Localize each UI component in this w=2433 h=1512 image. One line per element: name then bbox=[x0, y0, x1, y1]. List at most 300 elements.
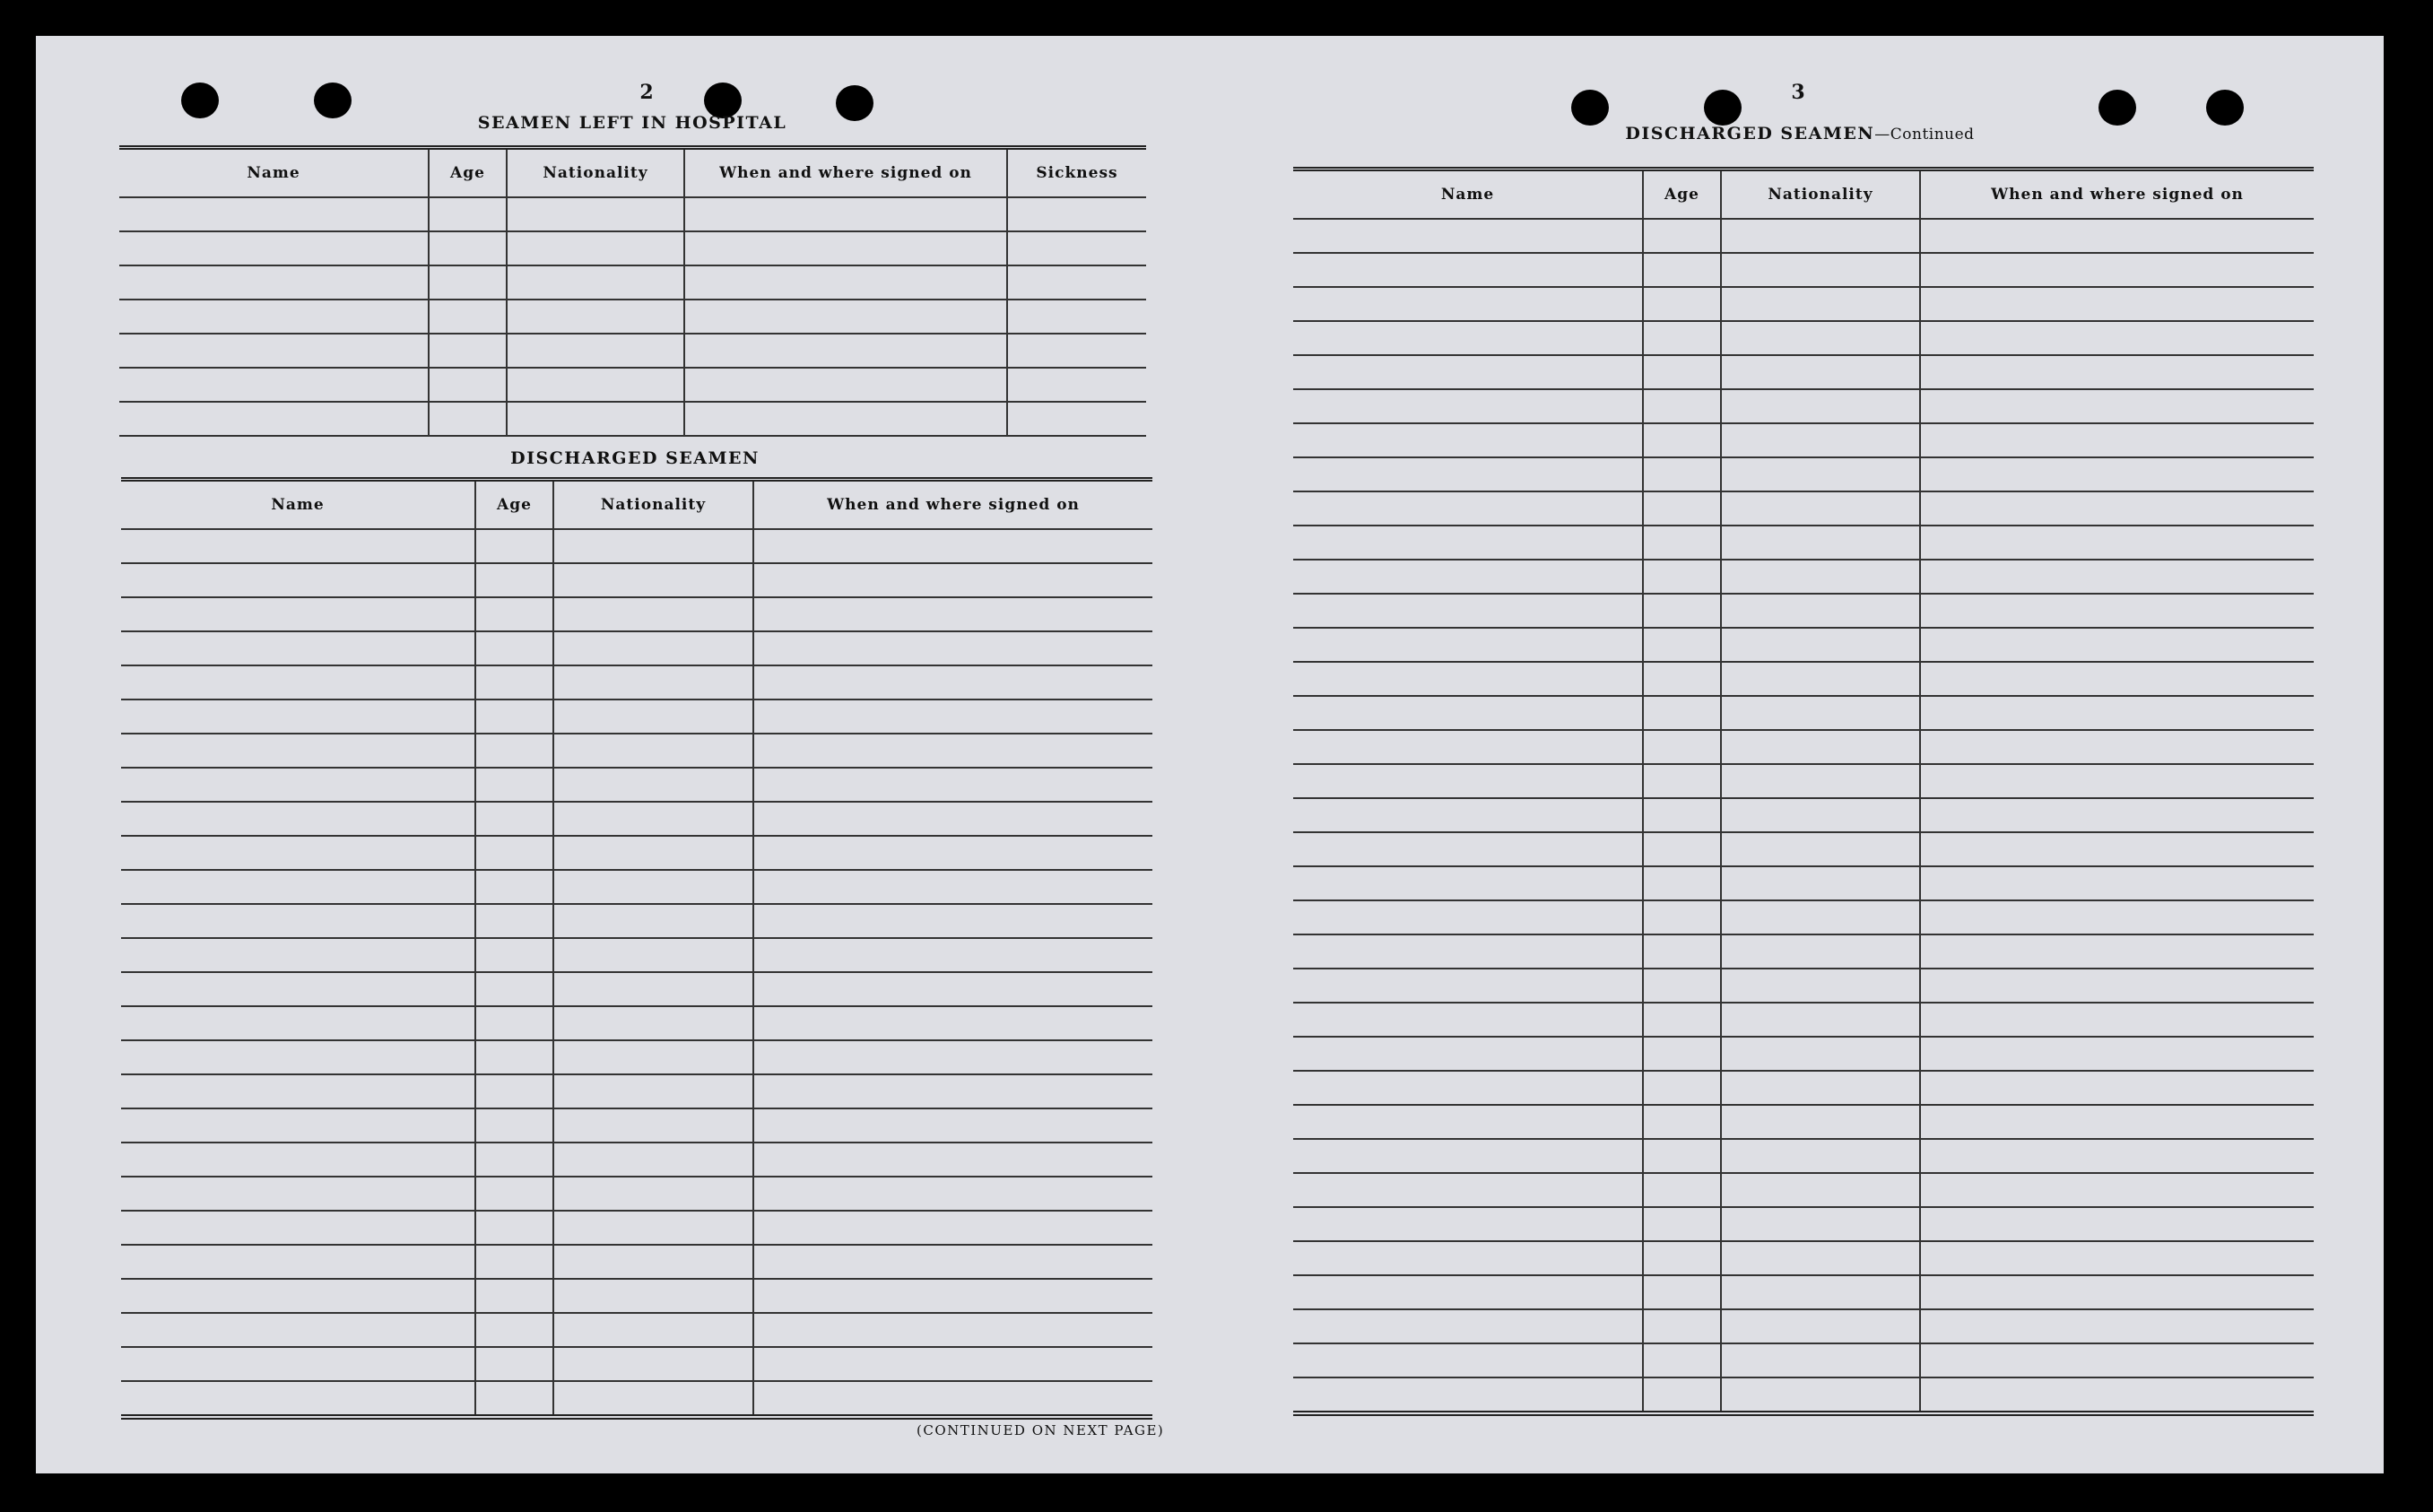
continued-cell[interactable] bbox=[1920, 969, 2314, 1003]
discharged-cell[interactable] bbox=[753, 836, 1152, 870]
continued-cell[interactable] bbox=[1920, 662, 2314, 696]
discharged-cell[interactable] bbox=[475, 631, 553, 665]
continued-row bbox=[1293, 1309, 2314, 1343]
continued-cell[interactable] bbox=[1721, 219, 1920, 253]
continued-cell[interactable] bbox=[1721, 1105, 1920, 1139]
continued-cell[interactable] bbox=[1293, 832, 1643, 866]
discharged-cell[interactable] bbox=[553, 1313, 753, 1347]
continued-cell[interactable] bbox=[1920, 560, 2314, 594]
hospital-cell[interactable] bbox=[507, 300, 684, 334]
discharged-cell[interactable] bbox=[121, 631, 475, 665]
discharged-cell[interactable] bbox=[553, 631, 753, 665]
discharged-cell[interactable] bbox=[475, 870, 553, 904]
discharged-cell[interactable] bbox=[753, 1347, 1152, 1381]
continued-cell[interactable] bbox=[1643, 1241, 1721, 1275]
continued-cell[interactable] bbox=[1920, 491, 2314, 526]
continued-cell[interactable] bbox=[1920, 287, 2314, 321]
continued-cell[interactable] bbox=[1920, 457, 2314, 491]
discharged-cell[interactable] bbox=[475, 802, 553, 836]
discharged-cell[interactable] bbox=[475, 1006, 553, 1040]
discharged-row bbox=[121, 563, 1152, 597]
discharged-cell[interactable] bbox=[475, 1279, 553, 1313]
continued-cell[interactable] bbox=[1920, 832, 2314, 866]
discharged-cell[interactable] bbox=[121, 972, 475, 1006]
continued-cell[interactable] bbox=[1721, 1207, 1920, 1241]
continued-cell[interactable] bbox=[1920, 628, 2314, 662]
hospital-cell[interactable] bbox=[684, 265, 1007, 300]
continued-cell[interactable] bbox=[1643, 355, 1721, 389]
continued-cell[interactable] bbox=[1721, 798, 1920, 832]
continued-cell[interactable] bbox=[1293, 423, 1643, 457]
continued-cell[interactable] bbox=[1643, 1207, 1721, 1241]
continued-cell[interactable] bbox=[1920, 594, 2314, 628]
continued-cell[interactable] bbox=[1643, 1275, 1721, 1309]
discharged-cell[interactable] bbox=[753, 1143, 1152, 1177]
discharged-cell[interactable] bbox=[475, 700, 553, 734]
continued-cell[interactable] bbox=[1721, 662, 1920, 696]
continued-cell[interactable] bbox=[1643, 628, 1721, 662]
continued-cell[interactable] bbox=[1293, 1343, 1643, 1377]
discharged-cell[interactable] bbox=[553, 972, 753, 1006]
continued-cell[interactable] bbox=[1643, 934, 1721, 969]
continued-cell[interactable] bbox=[1920, 1003, 2314, 1037]
continued-cell[interactable] bbox=[1293, 1275, 1643, 1309]
discharged-cell[interactable] bbox=[121, 836, 475, 870]
continued-cell[interactable] bbox=[1293, 457, 1643, 491]
discharged-cell[interactable] bbox=[475, 768, 553, 802]
continued-cell[interactable] bbox=[1643, 287, 1721, 321]
hospital-cell[interactable] bbox=[1007, 368, 1146, 402]
hospital-cell[interactable] bbox=[684, 197, 1007, 231]
continued-cell[interactable] bbox=[1920, 1139, 2314, 1173]
discharged-cell[interactable] bbox=[121, 1006, 475, 1040]
continued-cell[interactable] bbox=[1920, 526, 2314, 560]
continued-cell[interactable] bbox=[1643, 730, 1721, 764]
discharged-cell[interactable] bbox=[121, 768, 475, 802]
continued-cell[interactable] bbox=[1293, 287, 1643, 321]
continued-cell[interactable] bbox=[1643, 1173, 1721, 1207]
continued-cell[interactable] bbox=[1920, 730, 2314, 764]
continued-cell[interactable] bbox=[1293, 1207, 1643, 1241]
continued-cell[interactable] bbox=[1721, 866, 1920, 900]
continued-cell[interactable] bbox=[1721, 900, 1920, 934]
hospital-cell[interactable] bbox=[1007, 402, 1146, 436]
continued-cell[interactable] bbox=[1643, 560, 1721, 594]
continued-cell[interactable] bbox=[1643, 798, 1721, 832]
continued-cell[interactable] bbox=[1721, 934, 1920, 969]
discharged-cell[interactable] bbox=[475, 1074, 553, 1108]
continued-cell[interactable] bbox=[1920, 764, 2314, 798]
continued-cell[interactable] bbox=[1293, 594, 1643, 628]
continued-cell[interactable] bbox=[1721, 594, 1920, 628]
discharged-cell[interactable] bbox=[475, 1143, 553, 1177]
continued-cell[interactable] bbox=[1643, 1105, 1721, 1139]
continued-cell[interactable] bbox=[1643, 526, 1721, 560]
continued-cell[interactable] bbox=[1293, 253, 1643, 287]
discharged-cell[interactable] bbox=[753, 1245, 1152, 1279]
discharged-cell[interactable] bbox=[553, 529, 753, 563]
discharged-cell[interactable] bbox=[121, 529, 475, 563]
hospital-cell[interactable] bbox=[684, 231, 1007, 265]
discharged-cell[interactable] bbox=[553, 836, 753, 870]
discharged-cell[interactable] bbox=[753, 1040, 1152, 1074]
continued-cell[interactable] bbox=[1721, 1343, 1920, 1377]
continued-cell[interactable] bbox=[1721, 560, 1920, 594]
discharged-cell[interactable] bbox=[475, 1108, 553, 1143]
discharged-cell[interactable] bbox=[553, 938, 753, 972]
discharged-cell[interactable] bbox=[753, 1211, 1152, 1245]
continued-cell[interactable] bbox=[1721, 253, 1920, 287]
discharged-cell[interactable] bbox=[753, 631, 1152, 665]
hospital-cell[interactable] bbox=[429, 231, 507, 265]
continued-cell[interactable] bbox=[1293, 730, 1643, 764]
continued-cell[interactable] bbox=[1920, 389, 2314, 423]
discharged-cell[interactable] bbox=[121, 1211, 475, 1245]
continued-cell[interactable] bbox=[1293, 764, 1643, 798]
discharged-cell[interactable] bbox=[121, 1381, 475, 1417]
discharged-cell[interactable] bbox=[121, 665, 475, 700]
discharged-cell[interactable] bbox=[121, 1108, 475, 1143]
discharged-cell[interactable] bbox=[121, 802, 475, 836]
discharged-cell[interactable] bbox=[753, 938, 1152, 972]
continued-suffix: —Continued bbox=[1874, 126, 1975, 143]
punch-hole-icon bbox=[2206, 90, 2244, 126]
discharged-cell[interactable] bbox=[553, 734, 753, 768]
continued-row bbox=[1293, 1275, 2314, 1309]
discharged-cell[interactable] bbox=[121, 1313, 475, 1347]
discharged-cell[interactable] bbox=[553, 1074, 753, 1108]
continued-row bbox=[1293, 526, 2314, 560]
continued-cell[interactable] bbox=[1293, 628, 1643, 662]
discharged-cell[interactable] bbox=[553, 1347, 753, 1381]
continued-cell[interactable] bbox=[1643, 491, 1721, 526]
discharged-cell[interactable] bbox=[753, 597, 1152, 631]
hospital-cell[interactable] bbox=[429, 197, 507, 231]
continued-cell[interactable] bbox=[1293, 1003, 1643, 1037]
continued-cell[interactable] bbox=[1643, 457, 1721, 491]
continued-cell[interactable] bbox=[1293, 560, 1643, 594]
continued-cell[interactable] bbox=[1721, 628, 1920, 662]
continued-cell[interactable] bbox=[1920, 1275, 2314, 1309]
discharged-cell[interactable] bbox=[475, 1347, 553, 1381]
discharged-cell[interactable] bbox=[753, 904, 1152, 938]
continued-cell[interactable] bbox=[1721, 457, 1920, 491]
continued-cell[interactable] bbox=[1721, 491, 1920, 526]
discharged-cell[interactable] bbox=[121, 1245, 475, 1279]
discharged-cell[interactable] bbox=[753, 972, 1152, 1006]
hospital-cell[interactable] bbox=[429, 368, 507, 402]
discharged-cell[interactable] bbox=[553, 1143, 753, 1177]
discharged-cell[interactable] bbox=[553, 1006, 753, 1040]
continued-cell[interactable] bbox=[1920, 1037, 2314, 1071]
discharged-cell[interactable] bbox=[553, 1108, 753, 1143]
discharged-cell[interactable] bbox=[553, 904, 753, 938]
discharged-cell[interactable] bbox=[121, 1074, 475, 1108]
discharged-cell[interactable] bbox=[475, 563, 553, 597]
hospital-cell[interactable] bbox=[507, 402, 684, 436]
discharged-cell[interactable] bbox=[121, 734, 475, 768]
discharged-cell[interactable] bbox=[121, 1347, 475, 1381]
discharged-cell[interactable] bbox=[475, 972, 553, 1006]
continued-cell[interactable] bbox=[1293, 1241, 1643, 1275]
discharged-cell[interactable] bbox=[753, 1381, 1152, 1417]
discharged-section-title: DISCHARGED SEAMEN bbox=[510, 448, 760, 468]
discharged-cell[interactable] bbox=[475, 1211, 553, 1245]
continued-cell[interactable] bbox=[1643, 1377, 1721, 1413]
hospital-cell[interactable] bbox=[429, 334, 507, 368]
continued-cell[interactable] bbox=[1293, 969, 1643, 1003]
discharged-row bbox=[121, 1279, 1152, 1313]
continued-cell[interactable] bbox=[1920, 900, 2314, 934]
continued-cell[interactable] bbox=[1643, 696, 1721, 730]
discharged-cell[interactable] bbox=[475, 665, 553, 700]
hospital-cell[interactable] bbox=[429, 402, 507, 436]
continued-cell[interactable] bbox=[1643, 764, 1721, 798]
discharged-cell[interactable] bbox=[475, 529, 553, 563]
discharged-cell[interactable] bbox=[753, 665, 1152, 700]
hospital-cell[interactable] bbox=[684, 300, 1007, 334]
continued-cell[interactable] bbox=[1721, 389, 1920, 423]
continued-cell[interactable] bbox=[1920, 1377, 2314, 1413]
continued-cell[interactable] bbox=[1721, 764, 1920, 798]
continued-cell[interactable] bbox=[1643, 321, 1721, 355]
continued-cell[interactable] bbox=[1721, 355, 1920, 389]
discharged-cell[interactable] bbox=[553, 563, 753, 597]
continued-cell[interactable] bbox=[1721, 287, 1920, 321]
continued-cell[interactable] bbox=[1920, 253, 2314, 287]
continued-cell[interactable] bbox=[1920, 866, 2314, 900]
hospital-cell[interactable] bbox=[119, 334, 429, 368]
continued-cell[interactable] bbox=[1643, 594, 1721, 628]
continued-cell[interactable] bbox=[1293, 1309, 1643, 1343]
continued-cell[interactable] bbox=[1920, 355, 2314, 389]
discharged-cell[interactable] bbox=[475, 904, 553, 938]
discharged-cell[interactable] bbox=[753, 700, 1152, 734]
continued-cell[interactable] bbox=[1643, 900, 1721, 934]
discharged-cell[interactable] bbox=[553, 1245, 753, 1279]
continued-cell[interactable] bbox=[1293, 219, 1643, 253]
continued-row bbox=[1293, 287, 2314, 321]
hospital-cell[interactable] bbox=[119, 300, 429, 334]
continued-cell[interactable] bbox=[1920, 219, 2314, 253]
continued-cell[interactable] bbox=[1920, 1071, 2314, 1105]
hospital-cell[interactable] bbox=[684, 402, 1007, 436]
hospital-cell[interactable] bbox=[507, 231, 684, 265]
hospital-cell[interactable] bbox=[1007, 300, 1146, 334]
discharged-cell[interactable] bbox=[753, 1177, 1152, 1211]
continued-cell[interactable] bbox=[1643, 1003, 1721, 1037]
continued-cell[interactable] bbox=[1721, 423, 1920, 457]
hospital-cell[interactable] bbox=[119, 368, 429, 402]
discharged-cell[interactable] bbox=[753, 734, 1152, 768]
hospital-cell[interactable] bbox=[507, 265, 684, 300]
discharged-cell[interactable] bbox=[121, 1143, 475, 1177]
discharged-cell[interactable] bbox=[553, 665, 753, 700]
hospital-cell[interactable] bbox=[1007, 334, 1146, 368]
continued-row bbox=[1293, 764, 2314, 798]
continued-cell[interactable] bbox=[1721, 832, 1920, 866]
continued-cell[interactable] bbox=[1293, 526, 1643, 560]
continued-cell[interactable] bbox=[1293, 491, 1643, 526]
continued-cell[interactable] bbox=[1293, 696, 1643, 730]
continued-cell[interactable] bbox=[1721, 1003, 1920, 1037]
discharged-cell[interactable] bbox=[475, 1313, 553, 1347]
hospital-cell[interactable] bbox=[684, 334, 1007, 368]
continued-cell[interactable] bbox=[1721, 1377, 1920, 1413]
hospital-cell[interactable] bbox=[119, 265, 429, 300]
continued-cell[interactable] bbox=[1920, 934, 2314, 969]
discharged-cell[interactable] bbox=[753, 1074, 1152, 1108]
continued-cell[interactable] bbox=[1293, 1071, 1643, 1105]
discharged-cell[interactable] bbox=[553, 700, 753, 734]
discharged-row bbox=[121, 904, 1152, 938]
continued-cell[interactable] bbox=[1721, 696, 1920, 730]
continued-cell[interactable] bbox=[1920, 1309, 2314, 1343]
discharged-cell[interactable] bbox=[753, 1006, 1152, 1040]
continued-cell[interactable] bbox=[1293, 798, 1643, 832]
hospital-cell[interactable] bbox=[119, 197, 429, 231]
discharged-cell[interactable] bbox=[753, 802, 1152, 836]
punch-hole-icon bbox=[1704, 90, 1742, 126]
continued-cell[interactable] bbox=[1721, 1275, 1920, 1309]
continued-cell[interactable] bbox=[1920, 321, 2314, 355]
continued-cell[interactable] bbox=[1721, 730, 1920, 764]
discharged-cell[interactable] bbox=[475, 1177, 553, 1211]
continued-cell[interactable] bbox=[1643, 253, 1721, 287]
discharged-cell[interactable] bbox=[553, 1211, 753, 1245]
discharged-cell[interactable] bbox=[553, 802, 753, 836]
continued-cell[interactable] bbox=[1643, 1139, 1721, 1173]
hospital-cell[interactable] bbox=[507, 368, 684, 402]
discharged-cell[interactable] bbox=[753, 768, 1152, 802]
discharged-cell[interactable] bbox=[553, 768, 753, 802]
continued-cell[interactable] bbox=[1643, 866, 1721, 900]
continued-cell[interactable] bbox=[1293, 1173, 1643, 1207]
hospital-cell[interactable] bbox=[429, 265, 507, 300]
hospital-row bbox=[119, 368, 1146, 402]
continued-cell[interactable] bbox=[1920, 1207, 2314, 1241]
continued-cell[interactable] bbox=[1643, 1309, 1721, 1343]
continued-cell[interactable] bbox=[1721, 1071, 1920, 1105]
continued-cell[interactable] bbox=[1293, 1139, 1643, 1173]
discharged-cell[interactable] bbox=[553, 1040, 753, 1074]
discharged-cell[interactable] bbox=[553, 870, 753, 904]
hospital-row bbox=[119, 265, 1146, 300]
discharged-cell[interactable] bbox=[553, 1279, 753, 1313]
discharged-row bbox=[121, 870, 1152, 904]
discharged-cell[interactable] bbox=[753, 1313, 1152, 1347]
continued-cell[interactable] bbox=[1643, 423, 1721, 457]
continued-cell[interactable] bbox=[1920, 1343, 2314, 1377]
discharged-cell[interactable] bbox=[753, 529, 1152, 563]
continued-cell[interactable] bbox=[1721, 1037, 1920, 1071]
continued-cell[interactable] bbox=[1920, 1173, 2314, 1207]
discharged-cell[interactable] bbox=[121, 1279, 475, 1313]
discharged-cell[interactable] bbox=[475, 597, 553, 631]
discharged-cell[interactable] bbox=[553, 597, 753, 631]
discharged-cell[interactable] bbox=[753, 870, 1152, 904]
continued-cell[interactable] bbox=[1643, 969, 1721, 1003]
continued-cell[interactable] bbox=[1293, 1105, 1643, 1139]
continued-cell[interactable] bbox=[1293, 1037, 1643, 1071]
discharged-cell[interactable] bbox=[121, 1040, 475, 1074]
continued-cell[interactable] bbox=[1920, 696, 2314, 730]
continued-cell[interactable] bbox=[1920, 1241, 2314, 1275]
discharged-row bbox=[121, 1108, 1152, 1143]
discharged-cell[interactable] bbox=[121, 700, 475, 734]
discharged-cell[interactable] bbox=[121, 563, 475, 597]
hospital-cell[interactable] bbox=[507, 334, 684, 368]
continued-row bbox=[1293, 866, 2314, 900]
continued-cell[interactable] bbox=[1721, 1173, 1920, 1207]
discharged-cell[interactable] bbox=[121, 1177, 475, 1211]
continued-cell[interactable] bbox=[1721, 969, 1920, 1003]
continued-cell[interactable] bbox=[1643, 1343, 1721, 1377]
hospital-cell[interactable] bbox=[1007, 197, 1146, 231]
discharged-cell[interactable] bbox=[553, 1177, 753, 1211]
continued-cell[interactable] bbox=[1643, 832, 1721, 866]
discharged-cell[interactable] bbox=[121, 597, 475, 631]
continued-cell[interactable] bbox=[1721, 321, 1920, 355]
continued-row bbox=[1293, 457, 2314, 491]
continued-cell[interactable] bbox=[1920, 798, 2314, 832]
hospital-cell[interactable] bbox=[507, 197, 684, 231]
continued-cell[interactable] bbox=[1293, 321, 1643, 355]
continued-row bbox=[1293, 798, 2314, 832]
discharged-cell[interactable] bbox=[121, 904, 475, 938]
discharged-cell[interactable] bbox=[753, 1108, 1152, 1143]
hospital-cell[interactable] bbox=[1007, 265, 1146, 300]
hospital-cell[interactable] bbox=[119, 231, 429, 265]
continued-cell[interactable] bbox=[1293, 389, 1643, 423]
continued-cell[interactable] bbox=[1293, 866, 1643, 900]
discharged-cell[interactable] bbox=[475, 1040, 553, 1074]
continued-cell[interactable] bbox=[1293, 934, 1643, 969]
continued-col-header: When and where signed on bbox=[1920, 169, 2314, 220]
continued-cell[interactable] bbox=[1293, 355, 1643, 389]
continued-cell[interactable] bbox=[1721, 1241, 1920, 1275]
continued-cell[interactable] bbox=[1920, 423, 2314, 457]
discharged-cell[interactable] bbox=[553, 1381, 753, 1417]
hospital-cell[interactable] bbox=[1007, 231, 1146, 265]
discharged-cell[interactable] bbox=[753, 563, 1152, 597]
discharged-cell[interactable] bbox=[121, 870, 475, 904]
continued-cell[interactable] bbox=[1721, 1309, 1920, 1343]
continued-cell[interactable] bbox=[1920, 1105, 2314, 1139]
discharged-cell[interactable] bbox=[475, 836, 553, 870]
discharged-cell[interactable] bbox=[121, 938, 475, 972]
continued-cell[interactable] bbox=[1293, 900, 1643, 934]
discharged-col-header: Nationality bbox=[553, 480, 753, 530]
continued-cell[interactable] bbox=[1293, 662, 1643, 696]
continued-cell[interactable] bbox=[1643, 662, 1721, 696]
continued-cell[interactable] bbox=[1721, 526, 1920, 560]
continued-cell[interactable] bbox=[1721, 1139, 1920, 1173]
discharged-cell[interactable] bbox=[475, 938, 553, 972]
continued-cell[interactable] bbox=[1293, 1377, 1643, 1413]
discharged-cell[interactable] bbox=[475, 734, 553, 768]
hospital-cell[interactable] bbox=[119, 402, 429, 436]
hospital-cell[interactable] bbox=[684, 368, 1007, 402]
hospital-cell[interactable] bbox=[429, 300, 507, 334]
continued-cell[interactable] bbox=[1643, 219, 1721, 253]
discharged-cell[interactable] bbox=[475, 1381, 553, 1417]
discharged-cell[interactable] bbox=[475, 1245, 553, 1279]
continued-cell[interactable] bbox=[1643, 1037, 1721, 1071]
discharged-cell[interactable] bbox=[753, 1279, 1152, 1313]
continued-cell[interactable] bbox=[1643, 389, 1721, 423]
continued-cell[interactable] bbox=[1643, 1071, 1721, 1105]
